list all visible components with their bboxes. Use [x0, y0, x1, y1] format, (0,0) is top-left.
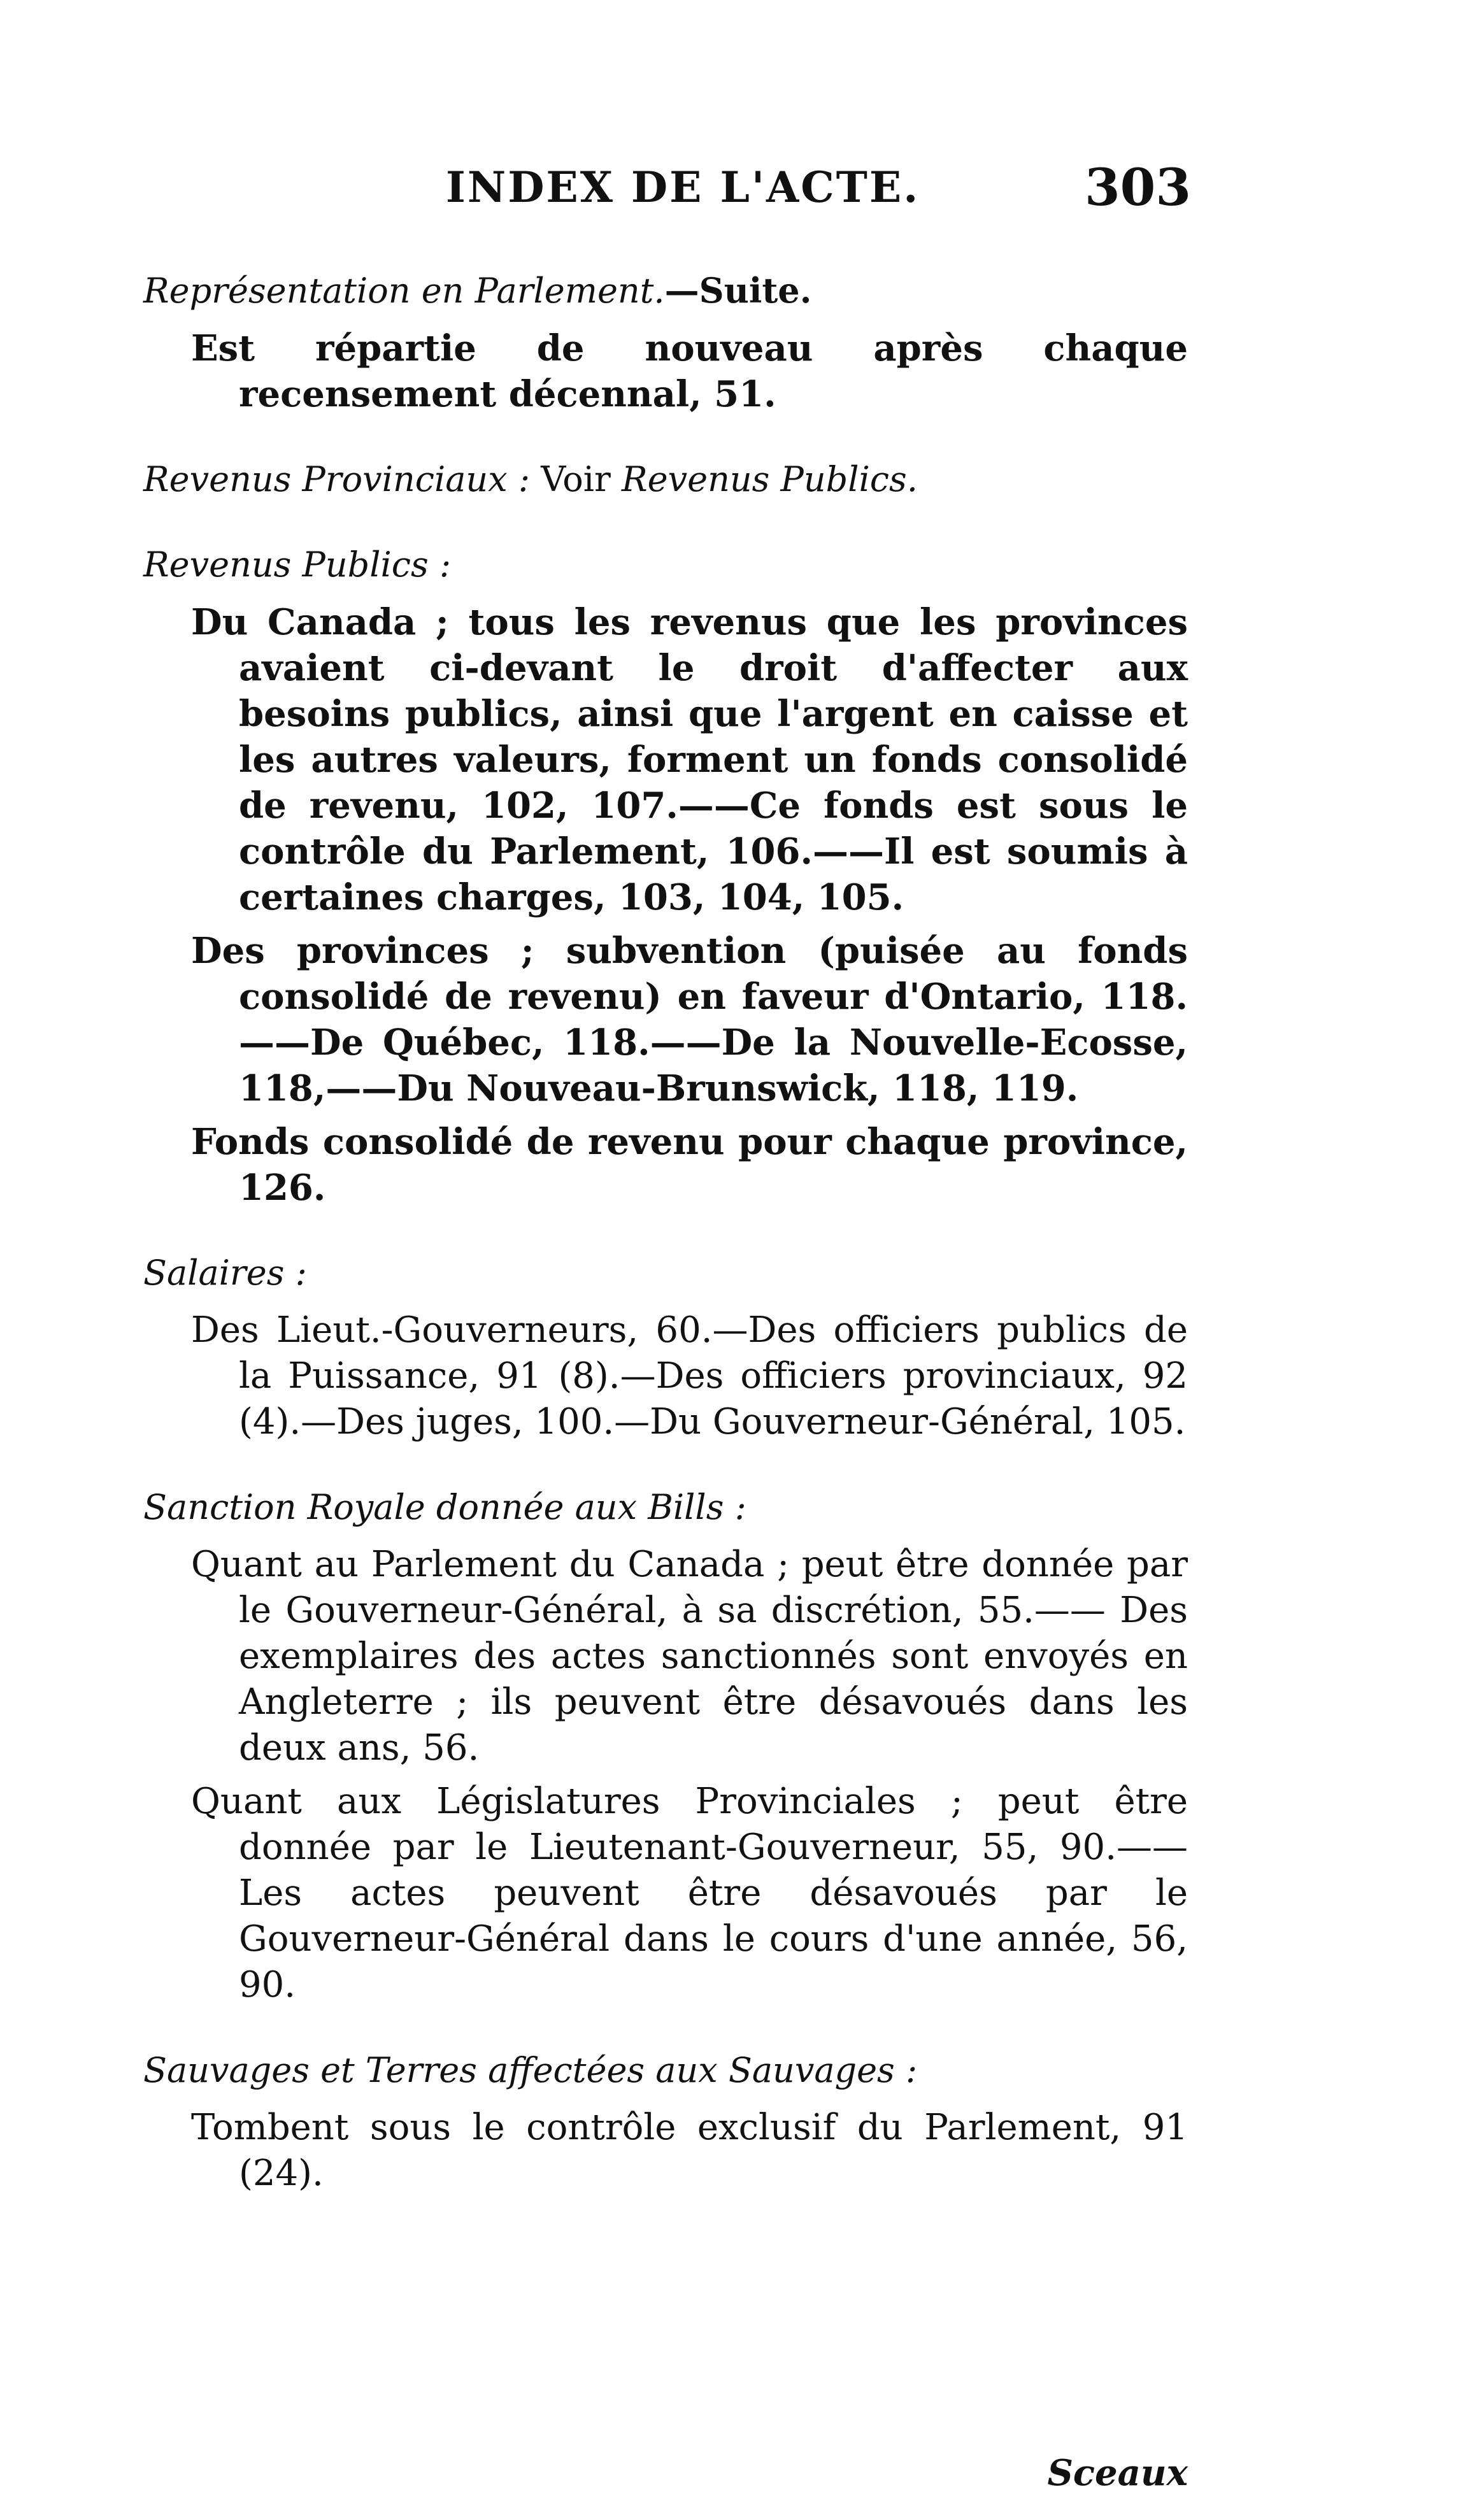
entry-item: Des provinces ; subvention (puisée au fonds consolidé de revenu) en faveur d'Ontario, 118.——De Québec, 118.——De la Nouvelle-Ecosse, 118,——Du Nouveau-Brunswick, 118, 119.	[191, 930, 1188, 1109]
index-entry-revenus-publics	[143, 542, 1188, 1211]
entry-heading: Salaires :	[143, 1253, 307, 1293]
heading-text: Représentation en Parlement.	[143, 271, 665, 311]
running-title: INDEX DE L'ACTE.	[446, 162, 920, 212]
index-entry-sanction-royale	[143, 1485, 1188, 2008]
index-entry-salaires	[143, 1250, 1188, 1445]
index-body	[143, 267, 1188, 2494]
entry-item: Fonds consolidé de revenu pour chaque province, 126.	[191, 1121, 1188, 1209]
index-entry-revenus-provinciaux	[143, 457, 1188, 502]
entry-heading: Sanction Royale donnée aux Bills :	[143, 1487, 746, 1527]
entry-heading	[143, 267, 1188, 314]
cross-reference-voir: Voir	[530, 459, 622, 499]
entry-item: Du Canada ; tous les revenus que les provinces avaient ci-devant le droit d'affecter aux besoins publics, ainsi que l'argent en caisse et les autres valeurs, forment un fonds consolidé de revenu, 102, 107.——Ce fonds est sous le contrôle du Parlement, 106.——Il est soumis à certaines charges, 103, 104, 105.	[191, 601, 1188, 918]
index-entry-representation	[143, 267, 1188, 417]
heading-suffix: —Suite.	[664, 270, 812, 311]
entry-heading	[143, 457, 1188, 502]
page-number: 303	[1085, 157, 1191, 217]
catchword: Sceaux	[1047, 2452, 1188, 2494]
entry-heading: Revenus Publics :	[143, 545, 452, 585]
entry-item: Quant au Parlement du Canada ; peut être donnée par le Gouverneur-Général, à sa discrétion, 55.—— Des exemplaires des actes sanctionnés sont envoyés en Angleterre ; ils peuvent être désavoués dans les deux ans, 56.	[191, 1544, 1188, 1769]
entry-item: Est répartie de nouveau après chaque recensement décennal, 51.	[191, 327, 1188, 415]
running-head	[146, 157, 1191, 217]
entry-item: Quant aux Législatures Provinciales ; peut être donnée par le Lieutenant-Gouverneur, 55, 90.——Les actes peuvent être désavoués par le Gouverneur-Général dans le cours d'une année, 56, 90.	[191, 1781, 1188, 2006]
entry-item: Tombent sous le contrôle exclusif du Parlement, 91 (24).	[191, 2107, 1188, 2194]
entry-heading: Sauvages et Terres affectées aux Sauvages :	[143, 2050, 918, 2090]
heading-text: Revenus Provinciaux :	[143, 459, 531, 499]
cross-reference-target: Revenus Publics.	[622, 459, 918, 499]
entry-item: Des Lieut.-Gouverneurs, 60.—Des officiers publics de la Puissance, 91 (8).—Des officiers provinciaux, 92 (4).—Des juges, 100.—Du Gouverneur-Général, 105.	[191, 1309, 1188, 1443]
index-entry-sauvages	[143, 2048, 1188, 2197]
